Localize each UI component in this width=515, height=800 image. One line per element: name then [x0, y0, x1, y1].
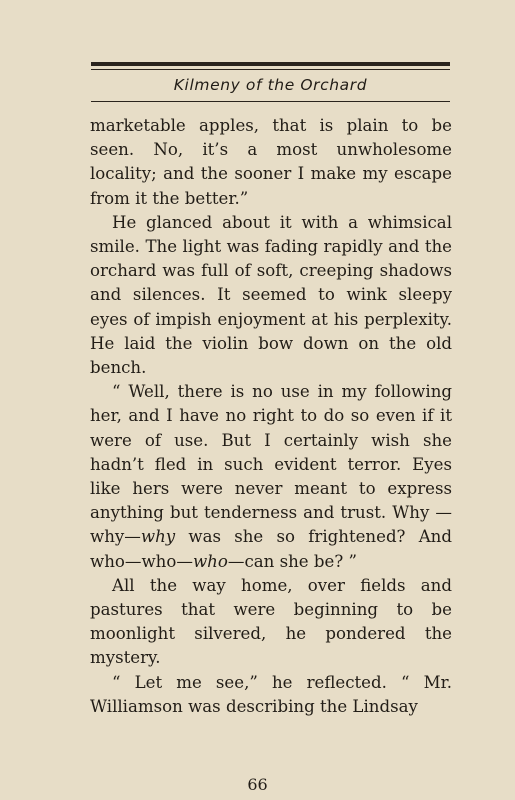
body-text	[90, 114, 452, 719]
page-number: 66	[247, 775, 268, 794]
paragraph	[90, 380, 452, 574]
header-rule-bottom	[91, 101, 450, 102]
paragraph: “ Let me see,” he reflected. “ Mr. Williamson was describing the Lindsay	[90, 672, 452, 716]
paragraph: marketable apples, that is plain to be seen. No, it’s a most unwholesome locality; and the sooner I make my escape from it the better.”	[90, 116, 452, 208]
paragraph-text: “ Well, there is no use in my following her, and I have no right to do so even if it were of use. But I certainly wish she hadn’t fled in such evident terror. Eyes like hers were never meant to express anything but tenderness and trust. Why —why—	[90, 382, 452, 547]
emphasis: who	[192, 551, 228, 571]
paragraph-text: —can she be? ”	[227, 551, 357, 571]
emphasis: why	[140, 527, 176, 547]
paragraph-text: was she so frightened? And who—who—	[90, 527, 452, 571]
paragraph: All the way home, over fields and pastures that were beginning to be moonlight silvered, he pondered the mystery.	[90, 575, 452, 668]
header-rule-thick	[91, 62, 450, 66]
paragraph: He glanced about it with a whimsical smile. The light was fading rapidly and the orchard was full of soft, creeping shadows and silences. It seemed to wink sleepy eyes of impish enjoyment at his perplexity. He laid the violin bow down on the old bench.	[90, 212, 452, 378]
running-title: Kilmeny of the Orchard	[173, 76, 368, 94]
header-rule-thin	[91, 69, 450, 70]
